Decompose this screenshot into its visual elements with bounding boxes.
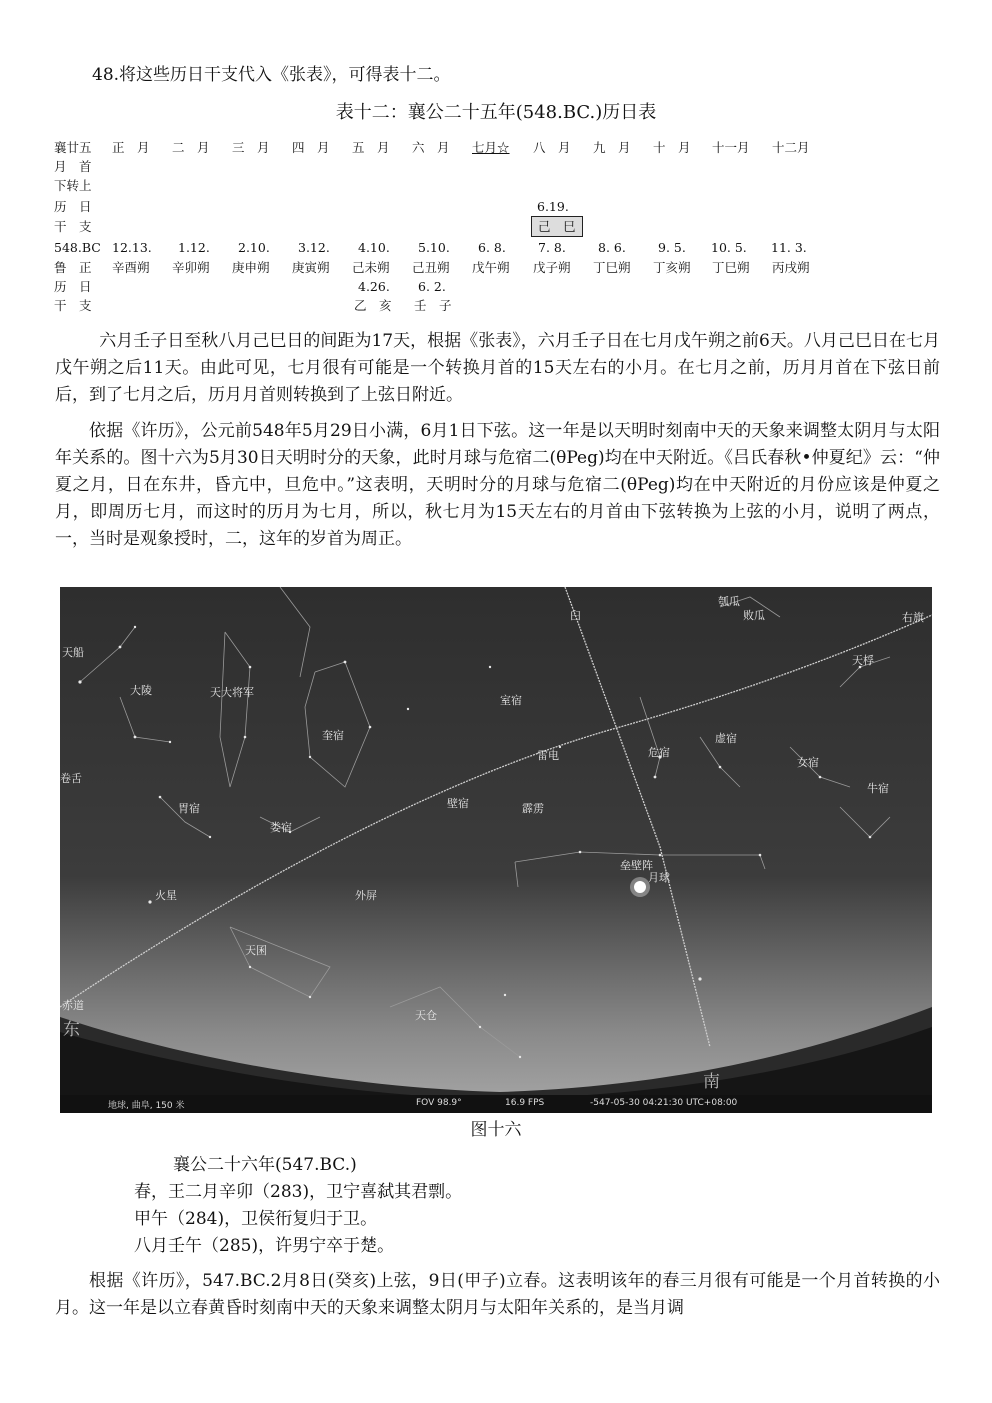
bc-date: 7. 8. <box>538 240 566 255</box>
month-header: 十二月 <box>772 140 810 155</box>
verse-line: 甲午（284)，卫侯衎复归于卫。 <box>134 1209 378 1229</box>
sky-label: 垒壁阵 <box>620 859 653 872</box>
verse-line: 八月壬午（285)，许男宁卒于楚。 <box>134 1236 395 1256</box>
table-title: 表十二：襄公二十五年(548.BC.)历日表 <box>335 102 657 123</box>
month-header: 十 月 <box>653 140 691 155</box>
bc-date: 1.12. <box>178 240 210 255</box>
month-header: 正 月 <box>112 140 150 155</box>
sky-label: 天船 <box>62 646 84 659</box>
bc-date: 11. 3. <box>771 240 807 255</box>
sky-drawing <box>60 587 932 1113</box>
sky-label: 危宿 <box>648 746 670 759</box>
sky-label: 奎宿 <box>322 729 344 742</box>
shuo-cell: 庚寅朔 <box>292 260 330 275</box>
month-header: 六 月 <box>412 140 450 155</box>
row-label: 鲁 正 <box>54 260 92 275</box>
shuo-cell: 己丑朔 <box>412 260 450 275</box>
lu-ganzhi: 壬 子 <box>414 298 452 313</box>
row-label: 干 支 <box>54 298 92 313</box>
sky-label: 瓠瓜 <box>718 595 740 608</box>
sky-label: 月球 <box>648 871 670 884</box>
sky-label: 胃宿 <box>178 802 200 815</box>
status-bar <box>60 1095 932 1113</box>
bc-date: 10. 5. <box>711 240 747 255</box>
month-header: 九 月 <box>593 140 631 155</box>
sky-label: 牛宿 <box>867 782 889 795</box>
paragraph-3: 根据《许历》，547.BC.2月8日(癸亥)上弦，9日(甲子)立春。这表明该年的春三月很有可能是一个月首转换的小月。这一年是以立春黄昏时刻南中天的天象来调整太阴月与太阳年关系的，是当月调 <box>55 1271 940 1318</box>
sky-label: 外屏 <box>355 889 377 902</box>
calendar-table <box>0 0 992 320</box>
bc-date: 3.12. <box>298 240 330 255</box>
status-location: 地球, 曲阜, 150 米 <box>108 1101 185 1111</box>
shuo-cell: 己未朔 <box>352 260 390 275</box>
sky-label: 雷电 <box>537 749 559 762</box>
sky-label: 大陵 <box>130 684 152 697</box>
shuo-cell: 丁巳朔 <box>712 260 750 275</box>
intro-line: 48.将这些历日干支代入《张表》，可得表十二。 <box>92 65 451 85</box>
sky-label: 败瓜 <box>743 609 765 622</box>
sky-label: 天桴 <box>852 654 874 667</box>
month-header: 二 月 <box>172 140 210 155</box>
status-time: -547-05-30 04:21:30 UTC+08:00 <box>590 1098 738 1108</box>
shuo-cell: 辛酉朔 <box>112 260 150 275</box>
sky-label: 霹雳 <box>522 802 544 815</box>
row-label: 历 日 <box>54 279 92 294</box>
bc-date: 8. 6. <box>598 240 626 255</box>
sky-label: 赤道 <box>62 999 84 1012</box>
month-header: 十一月 <box>712 140 750 155</box>
sky-label: 臼 <box>570 609 581 622</box>
row-label: 襄廿五 <box>54 140 92 155</box>
month-header: 三 月 <box>232 140 270 155</box>
month-header: 四 月 <box>292 140 330 155</box>
shuo-cell: 丁亥朔 <box>653 260 691 275</box>
bc-date: 5.10. <box>418 240 450 255</box>
verse-title: 襄公二十六年(547.BC.) <box>173 1155 357 1175</box>
shuo-cell: 丙戌朔 <box>772 260 810 275</box>
row-label: 干 支 <box>54 219 92 234</box>
lu-date: 6. 2. <box>418 279 446 294</box>
verse-line: 春，王二月辛卯（283)，卫宁喜弑其君剽。 <box>134 1182 463 1202</box>
shuo-cell: 戊子朔 <box>533 260 571 275</box>
bc-date: 12.13. <box>112 240 152 255</box>
row-label: 548.BC <box>54 240 101 255</box>
row-label: 月 首 <box>54 159 92 174</box>
sky-label: 室宿 <box>500 694 522 707</box>
month-header: 五 月 <box>352 140 390 155</box>
shuo-cell: 丁巳朔 <box>593 260 631 275</box>
sky-label: 天仓 <box>415 1009 437 1022</box>
month-header: 八 月 <box>533 140 571 155</box>
bc-date: 6. 8. <box>478 240 506 255</box>
month-header-highlighted: 七月☆ <box>472 140 510 155</box>
sky-label: 娄宿 <box>270 821 292 834</box>
sky-chart-image <box>60 587 932 1113</box>
sky-label: 右旗 <box>902 611 924 624</box>
sky-label: 卷舌 <box>60 772 82 785</box>
sky-label: 天囷 <box>245 944 267 957</box>
sky-label: 女宿 <box>797 756 819 769</box>
paragraph-2: 依据《许历》，公元前548年5月29日小满，6月1日下弦。这一年是以天明时刻南中天的天象来调整太阴月与太阳年关系的。图十六为5月30日天明时分的天象，此时月球与危宿二(θPeg)均在中天附近。《吕氏春秋•仲夏纪》云：“仲夏之月，日在东井，昏亢中，旦危中。”这表明，天明时分的月球与危宿二(θPeg)均在中天附近的月份应该是仲夏之月，即周历七月，而这时的历月为七月，所以，秋七月为15天左右的月首由下弦转换为上弦的小月，说明了两点，一，当时是观象授时，二，这年的岁首为周正。 <box>55 421 940 549</box>
sky-label-east: 东 <box>63 1020 80 1040</box>
aug-date: 6.19. <box>537 199 569 214</box>
row-label: 下转上 <box>54 178 92 193</box>
bc-date: 9. 5. <box>658 240 686 255</box>
sky-label: 天大将军 <box>210 686 254 699</box>
shuo-cell: 辛卯朔 <box>172 260 210 275</box>
aug-ganzhi: 己 巳 <box>531 216 583 237</box>
shuo-cell: 戊午朔 <box>472 260 510 275</box>
shuo-cell: 庚申朔 <box>232 260 270 275</box>
status-fps: 16.9 FPS <box>505 1098 545 1108</box>
bc-date: 4.10. <box>358 240 390 255</box>
figure-caption: 图十六 <box>470 1120 522 1140</box>
paragraph-1: 六月壬子日至秋八月己巳日的间距为17天，根据《张表》，六月壬子日在七月戊午朔之前6天。八月己巳日在七月戊午朔之后11天。由此可见，七月很有可能是一个转换月首的15天左右的小月。在七月之前，历月月首在下弦日前后，到了七月之后，历月月首则转换到了上弦日附近。 <box>55 331 940 405</box>
sky-label-south: 南 <box>703 1072 720 1092</box>
status-fov: FOV 98.9° <box>416 1098 462 1108</box>
sky-label: 壁宿 <box>447 797 469 810</box>
lu-ganzhi: 乙 亥 <box>354 298 392 313</box>
sky-label: 火星 <box>155 889 177 902</box>
lu-date: 4.26. <box>358 279 390 294</box>
row-label: 历 日 <box>54 199 92 214</box>
sky-label: 虚宿 <box>715 732 737 745</box>
bc-date: 2.10. <box>238 240 270 255</box>
